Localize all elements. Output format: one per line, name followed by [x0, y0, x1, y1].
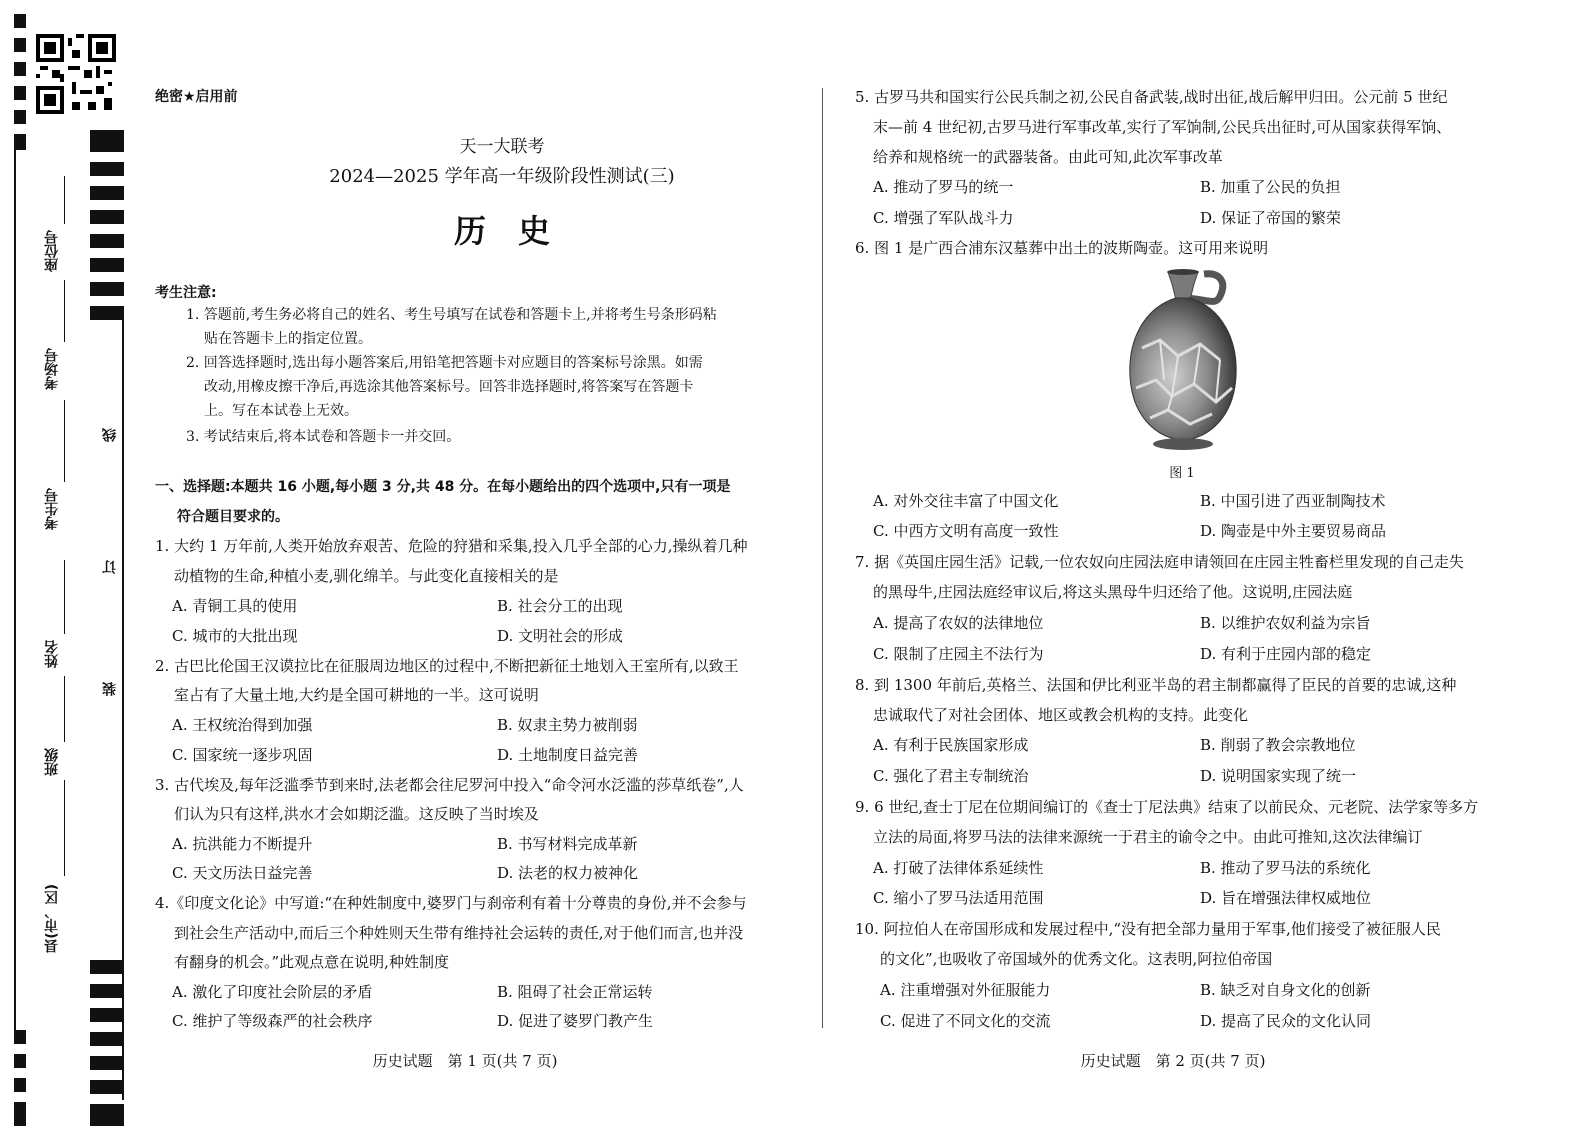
- option-b: B. 加重了公民的负担: [1200, 178, 1341, 196]
- option-c: C. 增强了军队战斗力: [873, 209, 1014, 227]
- notice-item: 贴在答题卡上的指定位置。: [204, 331, 372, 347]
- section-heading: 一、选择题:本题共 16 小题,每小题 3 分,共 48 分。在每小题给出的四个选项中,只有一项是: [155, 479, 731, 495]
- question-stem: 有翻身的机会。”此观点意在说明,种姓制度: [174, 953, 449, 971]
- option-c: C. 中西方文明有高度一致性: [873, 522, 1059, 540]
- option-d: D. 有利于庄园内部的稳定: [1200, 645, 1372, 663]
- option-d: D. 说明国家实现了统一: [1200, 767, 1357, 785]
- question-stem: 室占有了大量土地,大约是全国可耕地的一半。这可说明: [174, 686, 539, 704]
- option-b: B. 以维护农奴利益为宗旨: [1200, 614, 1371, 632]
- question-stem: 7. 据《英国庄园生活》记载,一位农奴向庄园法庭申请领回在庄园主牲畜栏里发现的自己走失: [855, 553, 1464, 571]
- option-b: B. 社会分工的出现: [497, 597, 623, 615]
- question-stem: 6. 图 1 是广西合浦东汉墓葬中出土的波斯陶壶。这可用来说明: [855, 239, 1269, 257]
- option-d: D. 保证了帝国的繁荣: [1200, 209, 1342, 227]
- option-a: A. 激化了印度社会阶层的矛盾: [172, 983, 373, 1001]
- binding-blank-line: [64, 280, 65, 342]
- option-c: C. 国家统一逐步巩固: [172, 746, 313, 764]
- option-b: B. 缺乏对自身文化的创新: [1200, 981, 1371, 999]
- binding-mark-ding: 订: [102, 560, 118, 574]
- notice-item: 上。写在本试卷上无效。: [204, 403, 358, 419]
- question-stem: 3. 古代埃及,每年泛滥季节到来时,法老都会往尼罗河中投入“命令河水泛滥的莎草纸卷”,人: [155, 776, 744, 794]
- option-a: A. 推动了罗马的统一: [873, 178, 1014, 196]
- question-stem: 4.《印度文化论》中写道:“在种姓制度中,婆罗门与刹帝利有着十分尊贵的身份,并不会参与: [155, 894, 747, 912]
- question-stem: 10. 阿拉伯人在帝国形成和发展过程中,“没有把全部力量用于军事,他们接受了被征服人民: [855, 920, 1441, 938]
- question-stem: 们认为只有这样,洪水才会如期泛滥。这反映了当时埃及: [174, 805, 539, 823]
- option-a: A. 打破了法律体系延续性: [873, 859, 1044, 877]
- secret-label: 绝密★启用前: [155, 89, 238, 105]
- option-c: C. 限制了庄园主不法行为: [873, 645, 1044, 663]
- binding-mark-zhuang: 装: [102, 682, 118, 696]
- question-stem: 动植物的生命,种植小麦,驯化绵羊。与此变化直接相关的是: [174, 567, 559, 585]
- option-b: B. 中国引进了西亚制陶技术: [1200, 492, 1386, 510]
- question-stem: 立法的局面,将罗马法的法律来源统一于君主的谕令之中。由此可推知,这次法律编订: [873, 828, 1423, 846]
- page-footer-left: 历史试题 第 1 页(共 7 页): [372, 1052, 558, 1070]
- binding-strip-right: [90, 130, 124, 1126]
- binding-label-name: 姓名: [44, 640, 60, 668]
- qr-code: [36, 34, 116, 114]
- option-c: C. 强化了君主专制统治: [873, 767, 1029, 785]
- question-stem: 到社会生产活动中,而后三个种姓则天生带有维持社会运转的责任,对于他们而言,也并没: [174, 924, 744, 942]
- option-c: C. 促进了不同文化的交流: [880, 1012, 1051, 1030]
- binding-strip-left: [14, 14, 26, 1126]
- option-c: C. 城市的大批出现: [172, 627, 298, 645]
- persian-pottery-jug-figure: [1120, 268, 1246, 452]
- notice-title: 考生注意:: [155, 285, 217, 301]
- option-a: A. 青铜工具的使用: [172, 597, 298, 615]
- subject-title: 历 史: [453, 212, 550, 250]
- question-stem: 1. 大约 1 万年前,人类开始放弃艰苦、危险的狩猎和采集,投入几乎全部的心力,操纵着几种: [155, 537, 748, 555]
- option-a: A. 有利于民族国家形成: [873, 736, 1029, 754]
- binding-blank-line: [64, 560, 65, 634]
- page-footer-right: 历史试题 第 2 页(共 7 页): [1080, 1052, 1266, 1070]
- binding-blank-line: [64, 400, 65, 482]
- option-d: D. 提高了民众的文化认同: [1200, 1012, 1372, 1030]
- binding-label-seat-no: 座位号: [44, 230, 60, 272]
- option-b: B. 书写材料完成革新: [497, 835, 638, 853]
- option-a: A. 王权统治得到加强: [172, 716, 313, 734]
- question-stem: 9. 6 世纪,查士丁尼在位期间编订的《查士丁尼法典》结束了以前民众、元老院、法学家等多方: [855, 798, 1479, 816]
- test-title: 2024—2025 学年高一年级阶段性测试(三): [329, 166, 675, 187]
- option-b: B. 奴隶主势力被削弱: [497, 716, 638, 734]
- option-a: A. 提高了农奴的法律地位: [873, 614, 1044, 632]
- question-stem: 的文化”,也吸收了帝国域外的优秀文化。这表明,阿拉伯帝国: [880, 950, 1273, 968]
- question-stem: 5. 古罗马共和国实行公民兵制之初,公民自备武装,战时出征,战后解甲归田。公元前 5 世纪: [855, 88, 1448, 106]
- notice-item: 3. 考试结束后,将本试卷和答题卡一并交回。: [186, 429, 461, 445]
- option-c: C. 维护了等级森严的社会秩序: [172, 1012, 373, 1030]
- option-b: B. 削弱了教会宗教地位: [1200, 736, 1356, 754]
- question-stem: 的黑母牛,庄园法庭经审议后,将这头黑母牛归还给了他。这说明,庄园法庭: [873, 583, 1353, 601]
- binding-label-county: 县(市、区): [44, 884, 60, 953]
- binding-blank-line: [64, 176, 65, 224]
- section-heading: 符合题目要求的。: [177, 509, 289, 525]
- figure-caption: 图 1: [1169, 466, 1195, 481]
- binding-blank-line: [64, 780, 65, 876]
- notice-item: 2. 回答选择题时,选出每小题答案后,用铅笔把答题卡对应题目的答案标号涂黑。如需: [186, 355, 703, 371]
- exam-name: 天一大联考: [459, 137, 545, 157]
- question-stem: 2. 古巴比伦国王汉谟拉比在征服周边地区的过程中,不断把新征土地划入王室所有,以致王: [155, 657, 739, 675]
- option-b: B. 阻碍了社会正常运转: [497, 983, 653, 1001]
- option-c: C. 天文历法日益完善: [172, 864, 313, 882]
- binding-label-class: 班级: [44, 748, 60, 776]
- option-d: D. 旨在增强法律权威地位: [1200, 889, 1372, 907]
- question-stem: 末—前 4 世纪初,古罗马进行军事改革,实行了军饷制,公民兵出征时,可从国家获得军饷、: [873, 118, 1452, 136]
- option-c: C. 缩小了罗马法适用范围: [873, 889, 1044, 907]
- option-b: B. 推动了罗马法的系统化: [1200, 859, 1371, 877]
- option-a: A. 注重增强对外征服能力: [880, 981, 1051, 999]
- binding-label-room-no: 考场号: [44, 348, 60, 390]
- option-a: A. 对外交往丰富了中国文化: [873, 492, 1059, 510]
- binding-mark-xian: 线: [102, 428, 118, 442]
- option-d: D. 法老的权力被神化: [497, 864, 639, 882]
- column-divider: [822, 88, 823, 1028]
- option-d: D. 陶壶是中外主要贸易商品: [1200, 522, 1387, 540]
- question-stem: 忠诚取代了对社会团体、地区或教会机构的支持。此变化: [873, 706, 1249, 724]
- option-d: D. 土地制度日益完善: [497, 746, 639, 764]
- option-a: A. 抗洪能力不断提升: [172, 835, 313, 853]
- notice-item: 1. 答题前,考生务必将自己的姓名、考生号填写在试卷和答题卡上,并将考生号条形码粘: [186, 307, 717, 323]
- option-d: D. 文明社会的形成: [497, 627, 624, 645]
- binding-label-candidate-no: 考生号: [44, 488, 60, 530]
- question-stem: 8. 到 1300 年前后,英格兰、法国和伊比利亚半岛的君主制都赢得了臣民的首要的忠诚,这种: [855, 676, 1457, 694]
- binding-blank-line: [64, 676, 65, 742]
- option-d: D. 促进了婆罗门教产生: [497, 1012, 654, 1030]
- question-stem: 给养和规格统一的武器装备。由此可知,此次军事改革: [873, 148, 1223, 166]
- notice-item: 改动,用橡皮擦干净后,再选涂其他答案标号。回答非选择题时,将答案写在答题卡: [204, 379, 694, 395]
